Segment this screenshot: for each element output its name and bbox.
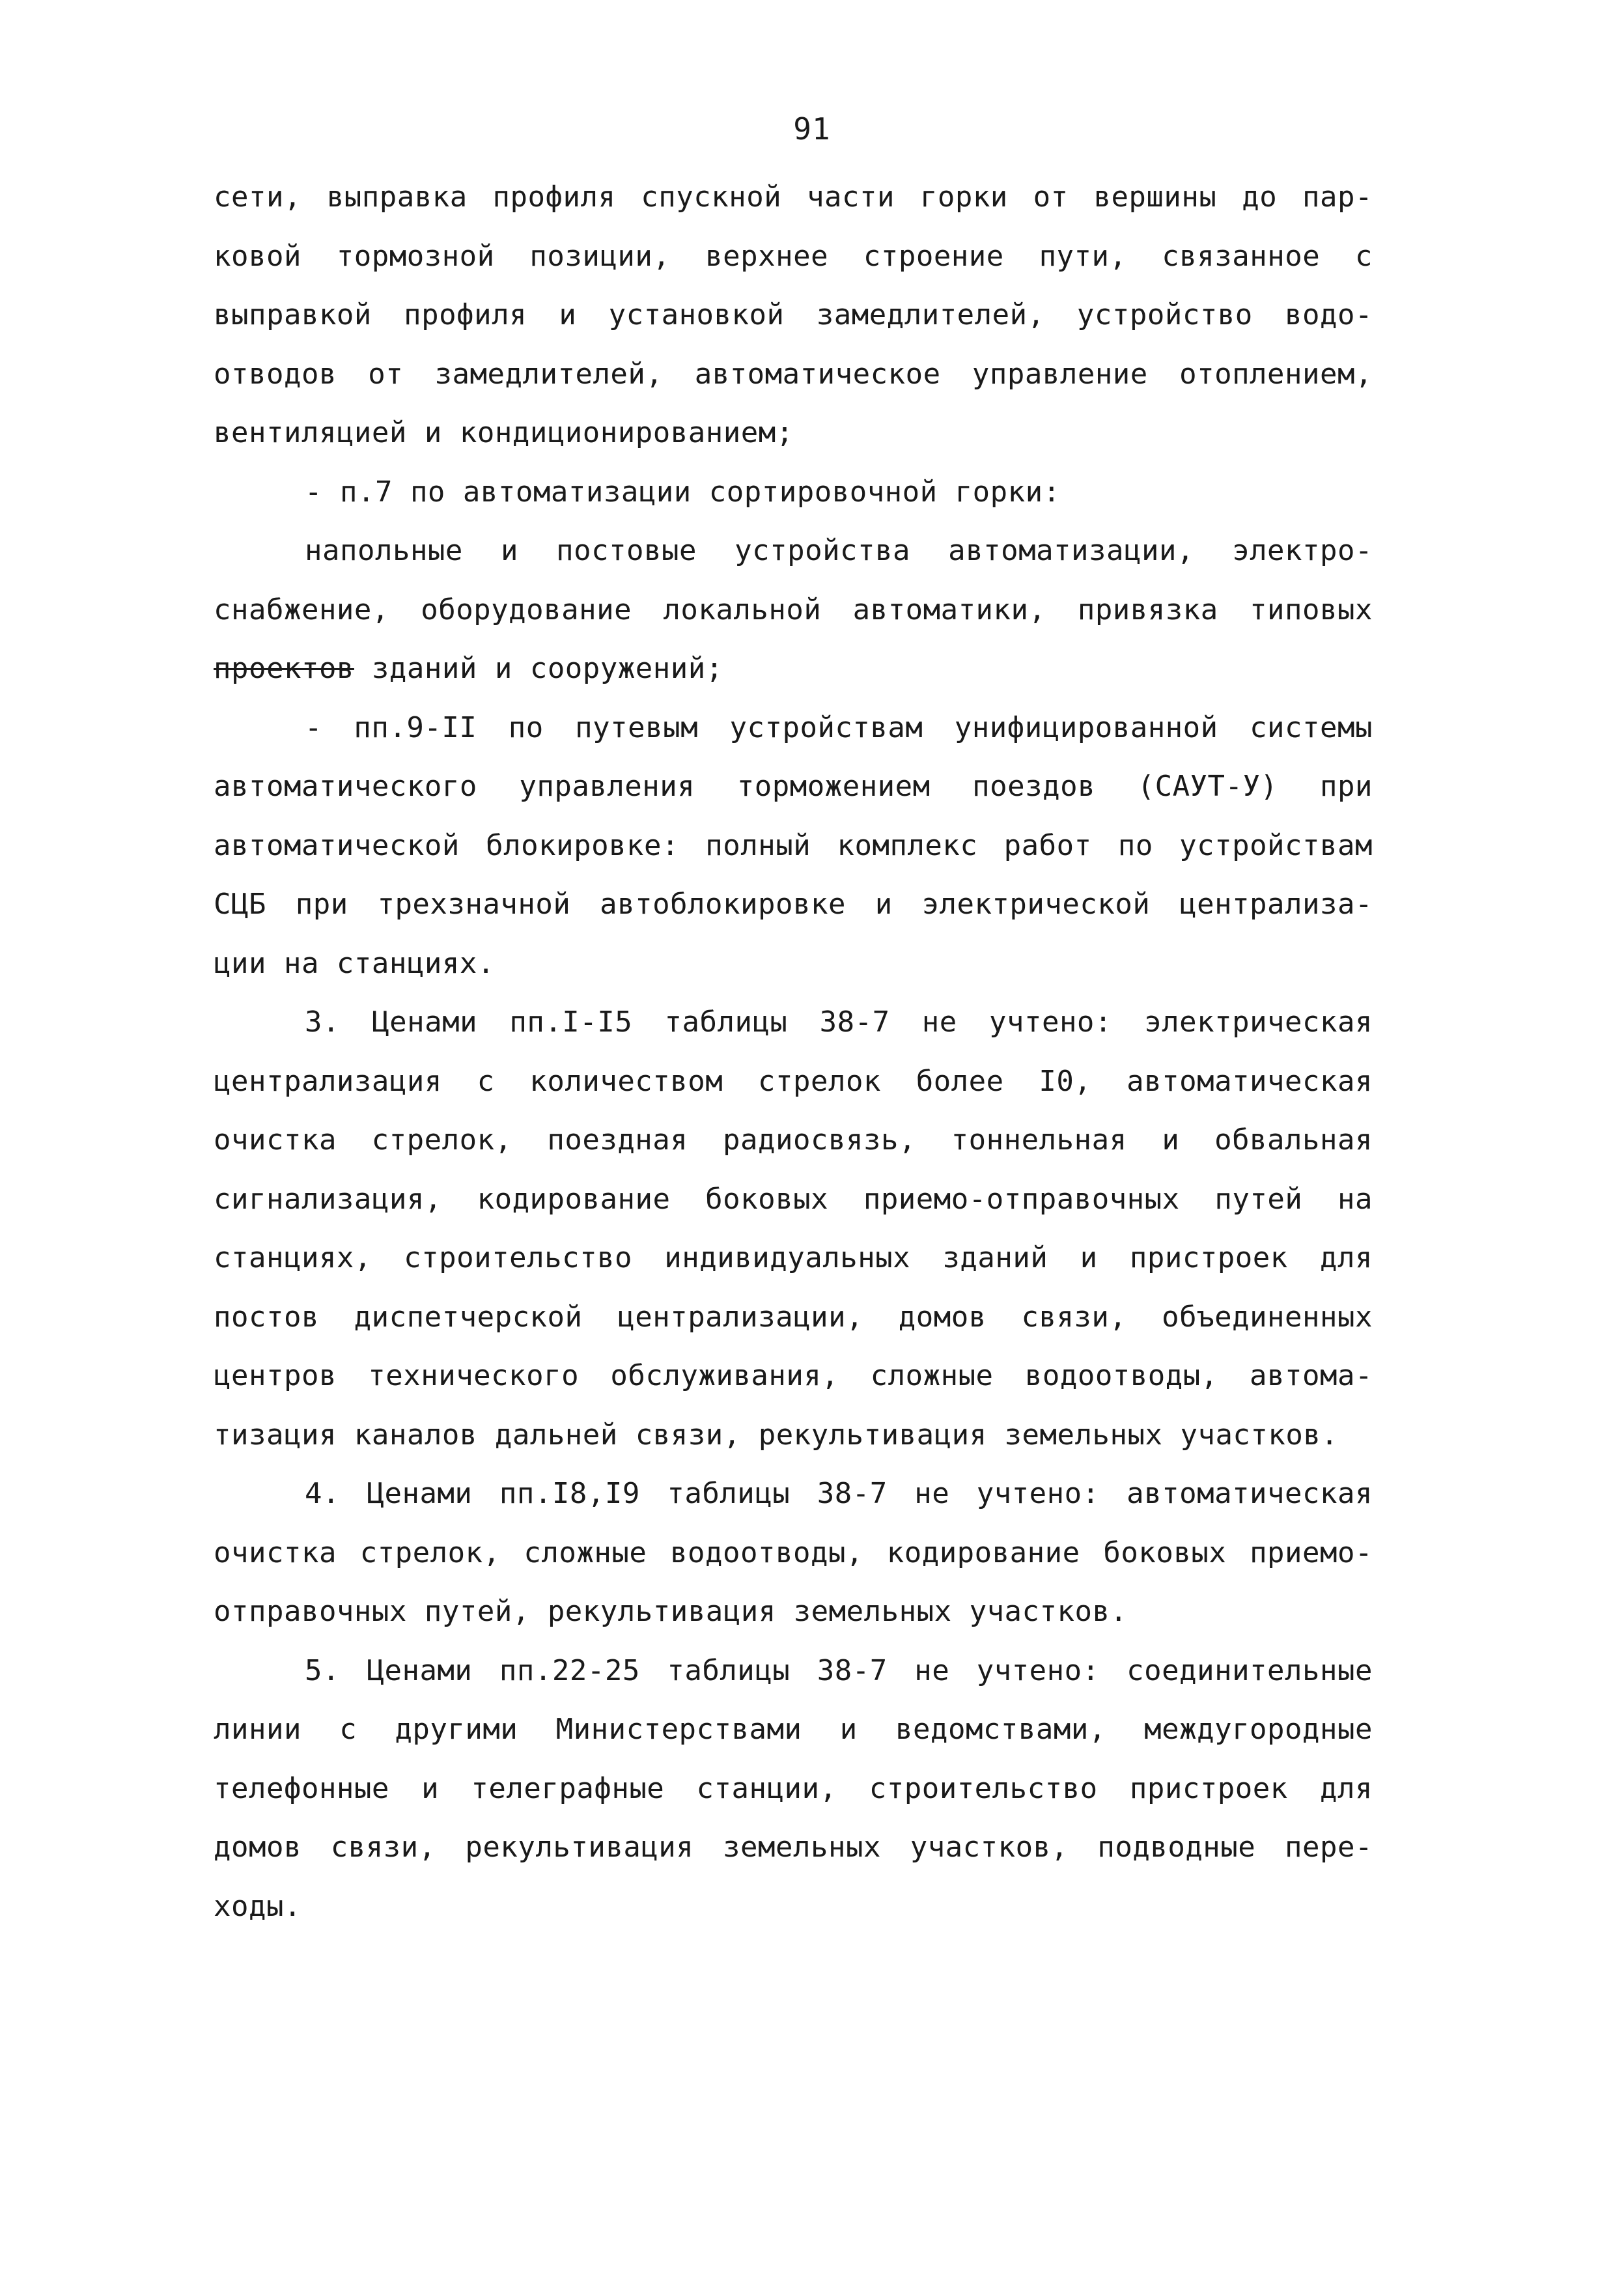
text-line: ковой тормозной позиции, верхнее строение пути, связанное с [214, 239, 1373, 273]
text-line: автоматического управления торможением поездов (САУТ-У) при [214, 770, 1373, 803]
text-line: напольные и постовые устройства автоматизации, электро- [305, 534, 1373, 567]
text-line: сети, выправка профиля спускной части горки от вершины до пар- [214, 180, 1373, 214]
text-line: очистка стрелок, сложные водоотводы, кодирование боковых приемо- [214, 1536, 1373, 1569]
text-line: снабжение, оборудование локальной автоматики, привязка типовых [214, 593, 1373, 626]
text-line: выправкой профиля и установкой замедлителей, устройство водо- [214, 298, 1373, 331]
text-line: линии с другими Министерствами и ведомствами, междугородные [214, 1713, 1373, 1746]
struck-word: проектов [214, 652, 354, 685]
text-line: отправочных путей, рекультивация земельных участков. [214, 1595, 1128, 1628]
text-line: отводов от замедлителей, автоматическое управление отоплением, [214, 357, 1373, 391]
list-item-heading: - пп.9-II по путевым устройствам унифицированной системы [305, 710, 1373, 744]
text-line: СЦБ при трехзначной автоблокировке и электрической централиза- [214, 888, 1373, 921]
text-line: централизация с количеством стрелок более I0, автоматическая [214, 1064, 1373, 1098]
text-line: автоматической блокировке: полный комплекс работ по устройствам [214, 828, 1373, 862]
paragraph-start: 3. Ценами пп.I-I5 таблицы 38-7 не учтено: электрическая [305, 1005, 1373, 1039]
paragraph-start: 5. Ценами пп.22-25 таблицы 38-7 не учтено: соединительные [305, 1653, 1373, 1687]
text-line: очистка стрелок, поездная радиосвязь, тоннельная и обвальная [214, 1123, 1373, 1157]
text-line: центров технического обслуживания, сложные водоотводы, автома- [214, 1359, 1373, 1392]
text-line: телефонные и телеграфные станции, строительство пристроек для [214, 1771, 1373, 1805]
text-line: домов связи, рекультивация земельных участков, подводные пере- [214, 1831, 1373, 1864]
text-line-rest: зданий и сооружений; [354, 652, 723, 685]
text-line: ции на станциях. [214, 946, 495, 980]
text-line: постов диспетчерской централизации, домов связи, объединенных [214, 1300, 1373, 1334]
text-line: тизация каналов дальней связи, рекультивация земельных участков. [214, 1418, 1339, 1452]
body-text [214, 168, 1373, 1936]
text-line: сигнализация, кодирование боковых приемо-отправочных путей на [214, 1182, 1373, 1216]
text-line: вентиляцией и кондиционированием; [214, 416, 794, 449]
text-line: ходы. [214, 1889, 301, 1923]
text-line [214, 639, 1373, 699]
paragraph-start: 4. Ценами пп.I8,I9 таблицы 38-7 не учтено: автоматическая [305, 1477, 1373, 1510]
text-line: станциях, строительство индивидуальных зданий и пристроек для [214, 1241, 1373, 1274]
page-number: 91 [793, 111, 831, 147]
list-item-heading: - п.7 по автоматизации сортировочной горки: [305, 475, 1061, 509]
